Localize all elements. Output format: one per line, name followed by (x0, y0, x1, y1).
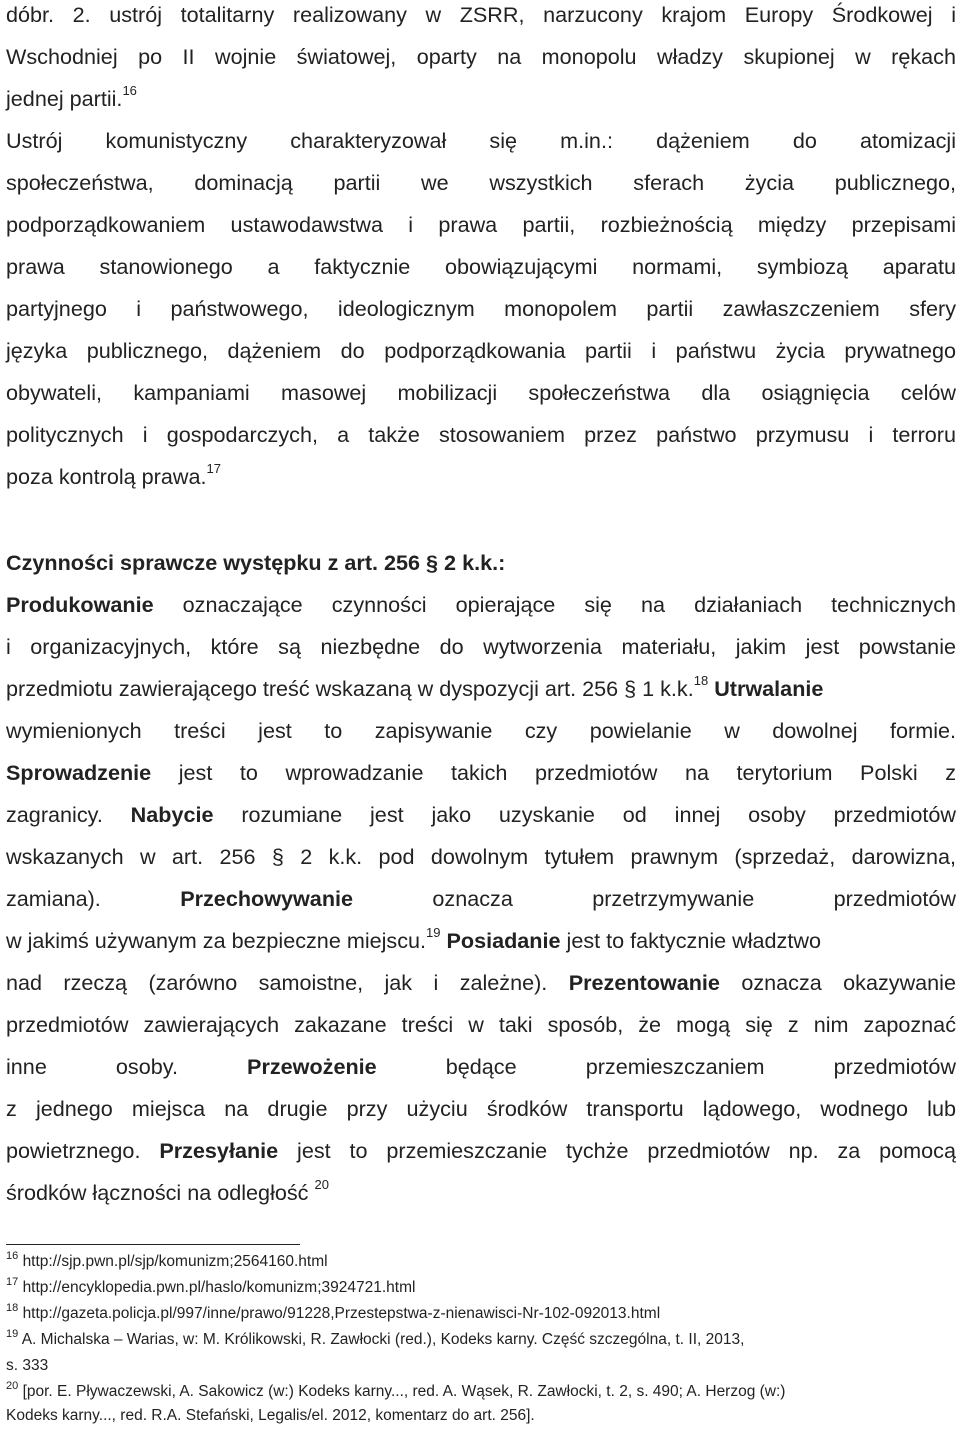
footnote-number: 19 (6, 1328, 19, 1340)
text-span: wskazanych w art. 256 § 2 k.k. pod dowolnym tytułem prawnym (sprzedaż, darowizna, (6, 844, 956, 869)
footnote-ref[interactable]: 17 (206, 461, 221, 476)
text-span: jednej partii. (6, 86, 123, 111)
footnote-text[interactable]: http://gazeta.policja.pl/997/inne/prawo/91228,Przestepstwa-z-nienawisci-Nr-102-092013.html (22, 1305, 661, 1322)
body-line (6, 674, 956, 704)
text-span: dóbr. 2. ustrój totalitarny realizowany w ZSRR, narzucony krajom Europy Środkowej i (6, 2, 956, 27)
term-bold: Przewożenie (247, 1054, 377, 1079)
term-bold: Sprowadzenie (6, 760, 152, 785)
footnote-ref[interactable]: 16 (122, 83, 137, 98)
text-span: języka publicznego, dążeniem do podporządkowania partii i państwu życia prywatnego (6, 338, 956, 363)
text-span: powietrznego. (6, 1138, 160, 1163)
footnote-ref[interactable]: 19 (426, 925, 441, 940)
text-span: politycznych i gospodarczych, a także stosowaniem przez państwo przymusu i terroru (6, 422, 956, 447)
body-line (6, 210, 956, 240)
body-line (6, 968, 956, 998)
text-span: oznaczające czynności opierające się na działaniach technicznych (153, 592, 956, 617)
body-line (6, 884, 956, 914)
text-span: wymienionych treści jest to zapisywanie czy powielanie w dowolnej formie. (6, 718, 956, 743)
term-bold: Przechowywanie (180, 886, 354, 911)
footnote (6, 1278, 956, 1298)
text-span: jest to faktycznie władztwo (560, 928, 821, 953)
footnote (6, 1252, 956, 1272)
text-span: Wschodniej po II wojnie światowej, oparty na monopolu władzy skupionej w rękach (6, 44, 956, 69)
footnote-separator (6, 1244, 300, 1245)
body-line (6, 926, 956, 956)
body-line (6, 126, 956, 156)
footnote-number: 20 (6, 1380, 19, 1392)
footnote-ref[interactable]: 18 (693, 673, 709, 688)
text-span: będące przemieszczaniem przedmiotów (376, 1054, 957, 1079)
body-line (6, 378, 956, 408)
text-span: oznacza okazywanie (719, 970, 956, 995)
footnote (6, 1382, 956, 1402)
term-bold: Przesyłanie (159, 1138, 279, 1163)
body-line (6, 84, 956, 114)
body-line (6, 758, 956, 788)
text-span: podporządkowaniem ustawodawstwa i prawa partii, rozbieżnością między przepisami (6, 212, 956, 237)
body-line (6, 0, 956, 30)
section-heading: Czynności sprawcze występku z art. 256 § 2 k.k.: (6, 550, 506, 575)
text-span: oznacza przetrzymywanie przedmiotów (353, 886, 957, 911)
text-span: poza kontrolą prawa. (6, 464, 207, 489)
text-span: społeczeństwa, dominacją partii we wszystkich sferach życia publicznego, (6, 170, 956, 195)
body-line (6, 1178, 956, 1208)
body-line (6, 42, 956, 72)
footnote-number: 16 (6, 1250, 19, 1262)
text-span: rozumiane jest jako uzyskanie od innej osoby przedmiotów (213, 802, 957, 827)
term-bold: Posiadanie (446, 928, 561, 953)
body-line (6, 1094, 956, 1124)
footnote (6, 1304, 956, 1324)
footnote-text: Kodeks karny..., red. R.A. Stefański, Legalis/el. 2012, komentarz do art. 256]. (6, 1407, 535, 1424)
text-span: Ustrój komunistyczny charakteryzował się m.in.: dążeniem do atomizacji (6, 128, 956, 153)
footnote (6, 1406, 956, 1426)
footnote-text: A. Michalska – Warias, w: M. Królikowski, R. Zawłocki (red.), Kodeks karny. Część szczególna, t. II, 2013, (21, 1331, 745, 1348)
body-line (6, 462, 956, 492)
body-line (6, 800, 956, 830)
text-span: zagranicy. (6, 802, 131, 827)
text-span: inne osoby. (6, 1054, 248, 1079)
text-span: w jakimś używanym za bezpieczne miejscu. (6, 928, 427, 953)
body-line (6, 716, 956, 746)
term-bold: Nabycie (130, 802, 214, 827)
body-line (6, 252, 956, 282)
text-span: obywateli, kampaniami masowej mobilizacji społeczeństwa dla osiągnięcia celów (6, 380, 956, 405)
body-line (6, 590, 956, 620)
body-line (6, 168, 956, 198)
text-span: przedmiotów zawierających zakazane treści w taki sposób, że mogą się z nim zapoznać (6, 1012, 956, 1037)
footnote-text: [por. E. Pływaczewski, A. Sakowicz (w:) Kodeks karny..., red. A. Wąsek, R. Zawłocki, t. 2, s. 490; A. Herzog (w:) (22, 1383, 786, 1400)
text-span: prawa stanowionego a faktycznie obowiązującymi normami, symbiozą aparatu (6, 254, 956, 279)
text-span: zamiana). (6, 886, 181, 911)
footnote-number: 17 (6, 1276, 19, 1288)
footnote-ref[interactable]: 20 (314, 1177, 329, 1192)
body-line (6, 294, 956, 324)
body-line (6, 632, 956, 662)
text-span: jest to wprowadzanie takich przedmiotów na terytorium Polski z (151, 760, 956, 785)
text-span: i organizacyjnych, które są niezbędne do wytworzenia materiału, jakim jest powstanie (6, 634, 956, 659)
term-bold: Utrwalanie (714, 676, 824, 701)
footnote (6, 1356, 956, 1376)
body-line (6, 420, 956, 450)
text-span: jest to przemieszczanie tychże przedmiotów np. za pomocą (278, 1138, 956, 1163)
text-span: środków łączności na odległość (6, 1180, 309, 1205)
term-bold: Prezentowanie (568, 970, 720, 995)
footnote (6, 1330, 956, 1350)
footnote-text: s. 333 (6, 1357, 49, 1374)
body-line (6, 842, 956, 872)
body-line (6, 1052, 956, 1082)
footnote-number: 18 (6, 1302, 19, 1314)
text-span: z jednego miejsca na drugie przy użyciu środków transportu lądowego, wodnego lub (6, 1096, 956, 1121)
footnote-text[interactable]: http://sjp.pwn.pl/sjp/komunizm;2564160.html (22, 1253, 328, 1270)
text-span: nad rzeczą (zarówno samoistne, jak i zależne). (6, 970, 569, 995)
body-line (6, 1010, 956, 1040)
body-line (6, 1136, 956, 1166)
text-span: przedmiotu zawierającego treść wskazaną w dyspozycji art. 256 § 1 k.k. (6, 676, 694, 701)
body-line (6, 336, 956, 366)
footnote-text[interactable]: http://encyklopedia.pwn.pl/haslo/komunizm;3924721.html (22, 1279, 416, 1296)
term-bold: Produkowanie (6, 592, 154, 617)
text-span: partyjnego i państwowego, ideologicznym monopolem partii zawłaszczeniem sfery (6, 296, 956, 321)
